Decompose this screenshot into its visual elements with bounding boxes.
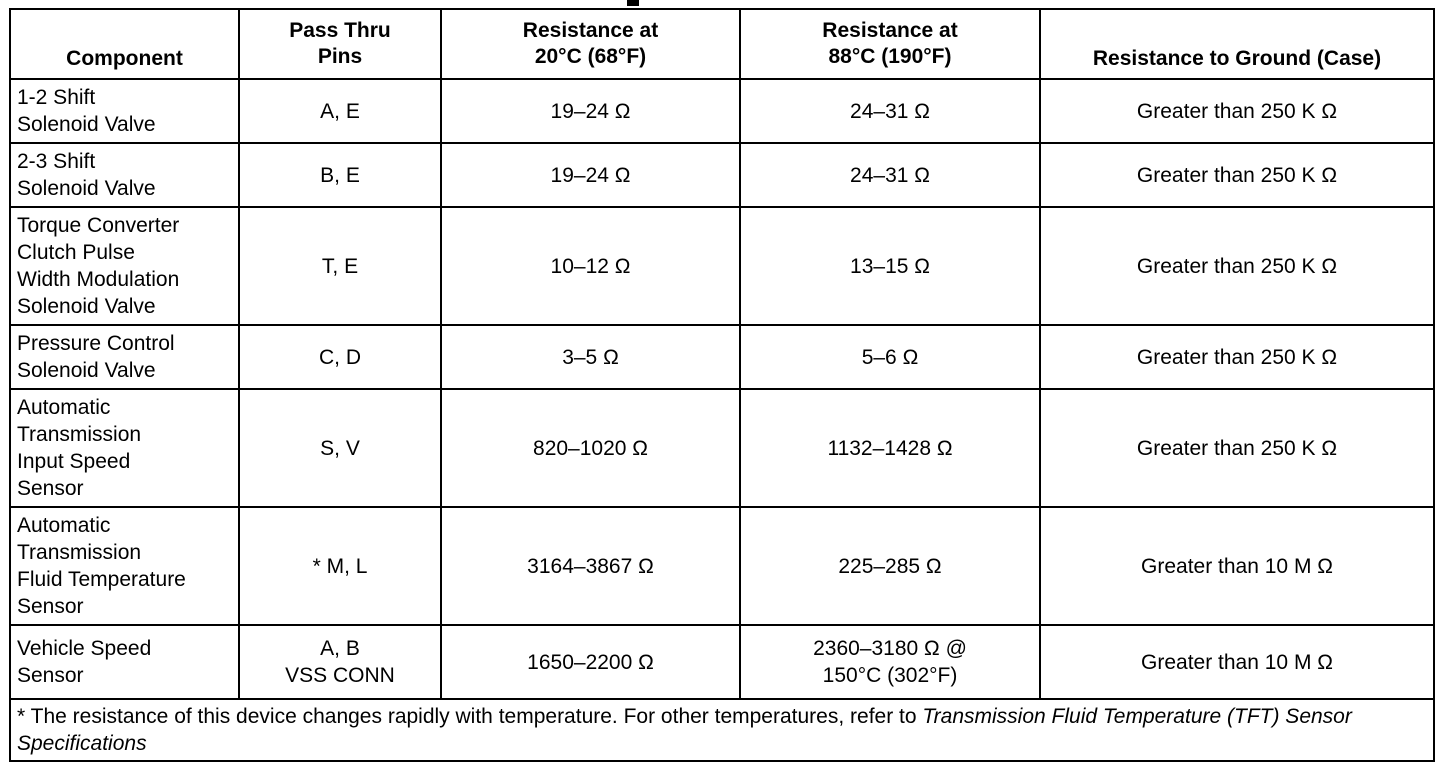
cell-resistance-20c: 19–24 Ω	[441, 79, 740, 143]
cell-pins: C, D	[239, 325, 441, 389]
cell-resistance-88c: 1132–1428 Ω	[740, 389, 1040, 507]
footnote	[10, 699, 1434, 761]
cell-pins: A, B VSS CONN	[239, 625, 441, 699]
footnote-text: * The resistance of this device changes rapidly with temperature. For other temperatures, refer to	[17, 705, 923, 728]
cell-resistance-20c: 3164–3867 Ω	[441, 507, 740, 625]
cell-resistance-ground: Greater than 250 K Ω	[1040, 143, 1434, 207]
cell-resistance-88c: 24–31 Ω	[740, 79, 1040, 143]
cell-resistance-ground: Greater than 250 K Ω	[1040, 79, 1434, 143]
header-resistance-20c: Resistance at 20°C (68°F)	[441, 9, 740, 79]
footnote-reference: Transmission Fluid Temperature (TFT) Sensor Specifications	[17, 705, 1352, 755]
cell-component: Automatic Transmission Fluid Temperature Sensor	[10, 507, 239, 625]
cell-component: Pressure Control Solenoid Valve	[10, 325, 239, 389]
cell-resistance-ground: Greater than 250 K Ω	[1040, 325, 1434, 389]
cell-pins: S, V	[239, 389, 441, 507]
cell-component: Torque Converter Clutch Pulse Width Modulation Solenoid Valve	[10, 207, 239, 325]
table-row	[10, 325, 1434, 389]
title-fragment	[627, 0, 639, 6]
cell-component: 1-2 Shift Solenoid Valve	[10, 79, 239, 143]
table-row	[10, 389, 1434, 507]
table-row	[10, 79, 1434, 143]
cell-pins: * M, L	[239, 507, 441, 625]
cell-pins: A, E	[239, 79, 441, 143]
cell-resistance-20c: 19–24 Ω	[441, 143, 740, 207]
header-resistance-ground: Resistance to Ground (Case)	[1040, 9, 1434, 79]
cell-resistance-20c: 3–5 Ω	[441, 325, 740, 389]
table-row	[10, 625, 1434, 699]
cell-resistance-ground: Greater than 250 K Ω	[1040, 389, 1434, 507]
header-resistance-88c: Resistance at 88°C (190°F)	[740, 9, 1040, 79]
cell-resistance-ground: Greater than 10 M Ω	[1040, 507, 1434, 625]
cell-pins: T, E	[239, 207, 441, 325]
cell-resistance-88c: 225–285 Ω	[740, 507, 1040, 625]
cell-resistance-88c: 13–15 Ω	[740, 207, 1040, 325]
header-pins: Pass Thru Pins	[239, 9, 441, 79]
table-header-row	[10, 9, 1434, 79]
cell-component: Vehicle Speed Sensor	[10, 625, 239, 699]
cell-pins: B, E	[239, 143, 441, 207]
cell-resistance-20c: 820–1020 Ω	[441, 389, 740, 507]
footnote-row	[10, 699, 1434, 761]
table-row	[10, 143, 1434, 207]
table-row	[10, 507, 1434, 625]
header-component: Component	[10, 9, 239, 79]
cell-component: 2-3 Shift Solenoid Valve	[10, 143, 239, 207]
table-row	[10, 207, 1434, 325]
cell-component: Automatic Transmission Input Speed Sensor	[10, 389, 239, 507]
cell-resistance-20c: 10–12 Ω	[441, 207, 740, 325]
cell-resistance-20c: 1650–2200 Ω	[441, 625, 740, 699]
cell-resistance-ground: Greater than 10 M Ω	[1040, 625, 1434, 699]
cell-resistance-88c: 24–31 Ω	[740, 143, 1040, 207]
cell-resistance-ground: Greater than 250 K Ω	[1040, 207, 1434, 325]
cell-resistance-88c: 5–6 Ω	[740, 325, 1040, 389]
resistance-spec-table	[9, 8, 1435, 762]
cell-resistance-88c: 2360–3180 Ω @ 150°C (302°F)	[740, 625, 1040, 699]
